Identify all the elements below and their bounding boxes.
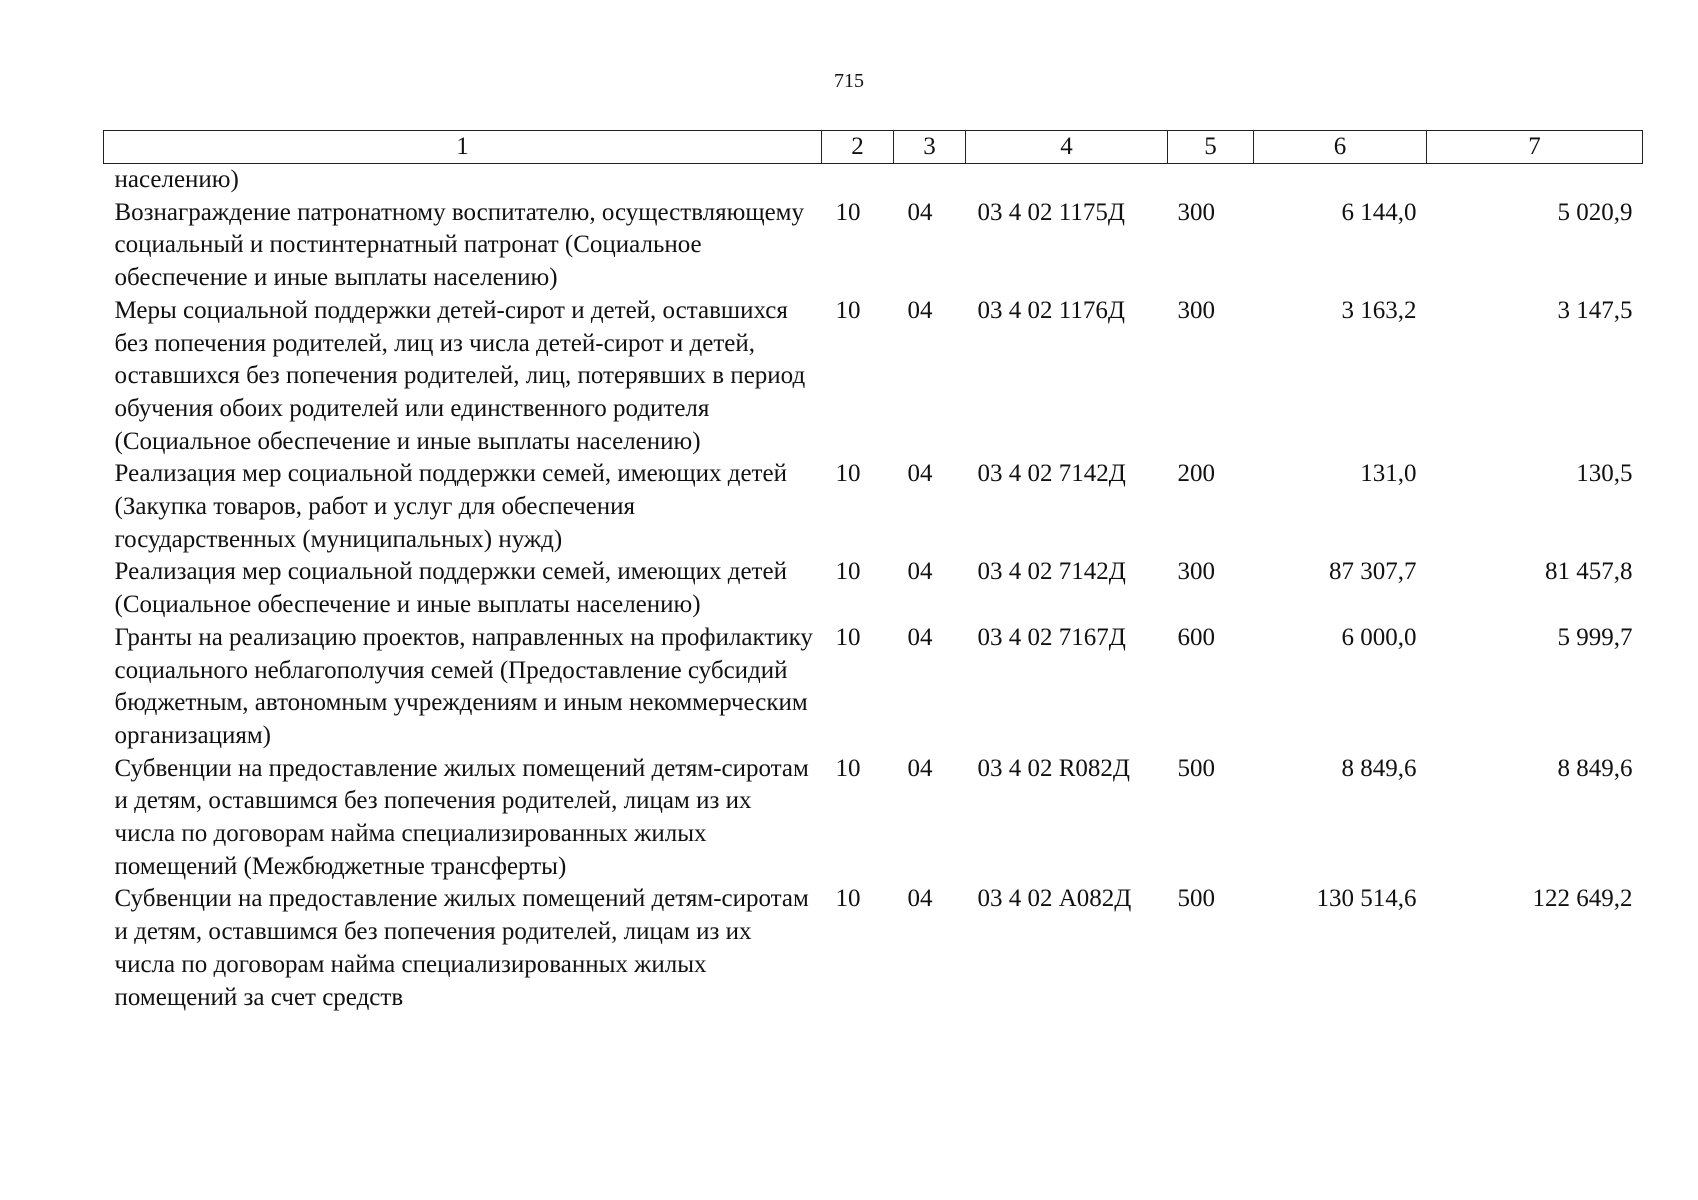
row-section: 10 — [835, 296, 861, 324]
table-row — [104, 295, 1643, 459]
row-name: населению) — [114, 166, 239, 193]
table-row — [104, 458, 1643, 556]
table-row — [104, 622, 1643, 753]
row-expense-type: 300 — [1177, 558, 1215, 586]
row-subsection: 04 — [907, 558, 933, 586]
row-name: Реализация мер социальной поддержки семей, имеющих детей (Закупка товаров, работ и услуг для обеспечения государственных (муниципальных) нужд) — [114, 460, 787, 553]
row-amount-6: 6 000,0 — [1341, 623, 1417, 651]
column-header-1: 1 — [104, 131, 822, 164]
row-subsection: 04 — [907, 754, 933, 782]
table-row — [104, 556, 1643, 621]
row-expense-type: 300 — [1177, 296, 1215, 324]
row-amount-6: 130 514,6 — [1316, 885, 1417, 913]
row-target-code: 03 4 02 7167Д — [977, 623, 1126, 651]
row-target-code: 03 4 02 1175Д — [977, 198, 1125, 226]
row-target-code: 03 4 02 1176Д — [977, 296, 1125, 324]
row-amount-7: 130,5 — [1576, 460, 1633, 488]
row-target-code: 03 4 02 7142Д — [977, 558, 1126, 586]
row-subsection: 04 — [907, 623, 933, 651]
row-section: 10 — [835, 558, 861, 586]
row-expense-type: 300 — [1177, 198, 1215, 226]
column-header-6: 6 — [1254, 131, 1427, 164]
row-amount-7: 122 649,2 — [1532, 885, 1633, 913]
row-section: 10 — [835, 885, 861, 913]
row-amount-6: 131,0 — [1360, 460, 1417, 488]
table-row — [104, 197, 1643, 295]
budget-table — [103, 130, 1643, 1014]
row-name: Субвенции на предоставление жилых помещений детям-сиротам и детям, оставшимся без попечения родителей, лицам из их числа по договорам найма специализированных жилых помещений за счет средств — [114, 885, 809, 1011]
row-amount-6: 3 163,2 — [1341, 296, 1417, 324]
row-amount-6: 87 307,7 — [1329, 558, 1417, 586]
row-section: 10 — [835, 198, 861, 226]
row-name: Вознаграждение патронатному воспитателю, осуществляющему социальный и постинтернатный патронат (Социальное обеспечение и иные выплаты населению) — [114, 198, 804, 292]
row-amount-6: 6 144,0 — [1341, 198, 1417, 226]
row-subsection: 04 — [907, 198, 933, 226]
row-target-code: 03 4 02 А082Д — [977, 885, 1132, 913]
row-amount-6: 8 849,6 — [1341, 754, 1417, 782]
row-subsection: 04 — [907, 885, 933, 913]
row-subsection: 04 — [907, 460, 933, 488]
table-row-continuation — [104, 164, 1643, 197]
page-number: 715 — [834, 70, 864, 92]
row-target-code: 03 4 02 R082Д — [977, 754, 1130, 782]
row-section: 10 — [835, 623, 861, 651]
row-section: 10 — [835, 460, 861, 488]
row-amount-7: 8 849,6 — [1557, 754, 1633, 782]
row-expense-type: 500 — [1177, 885, 1215, 913]
column-header-2: 2 — [822, 131, 894, 164]
row-amount-7: 3 147,5 — [1557, 296, 1633, 324]
row-target-code: 03 4 02 7142Д — [977, 460, 1126, 488]
row-name: Меры социальной поддержки детей-сирот и детей, оставшихся без попечения родителей, лиц из числа детей-сирот и детей, оставшихся без попечения родителей, лиц, потерявших в период обучения обоих родителей или единственного родителя (Социальное обеспечение и иные выплаты населению) — [114, 296, 806, 455]
row-subsection: 04 — [907, 296, 933, 324]
column-header-4: 4 — [966, 131, 1168, 164]
row-amount-7: 5 999,7 — [1557, 623, 1633, 651]
row-name: Гранты на реализацию проектов, направленных на профилактику социального неблагополучия семей (Предоставление субсидий бюджетным, автономным учреждениям и иным некоммерческим организациям) — [114, 623, 813, 749]
row-name: Реализация мер социальной поддержки семей, имеющих детей (Социальное обеспечение и иные выплаты населению) — [114, 558, 787, 619]
table-row — [104, 883, 1643, 1014]
table-header-row — [104, 131, 1643, 164]
column-header-5: 5 — [1168, 131, 1254, 164]
column-header-7: 7 — [1427, 131, 1643, 164]
row-expense-type: 200 — [1177, 460, 1215, 488]
row-expense-type: 600 — [1177, 623, 1215, 651]
row-amount-7: 81 457,8 — [1545, 558, 1633, 586]
row-name: Субвенции на предоставление жилых помещений детям-сиротам и детям, оставшимся без попечения родителей, лицам из их числа по договорам найма специализированных жилых помещений (Межбюджетные трансферты) — [114, 754, 809, 880]
row-amount-7: 5 020,9 — [1557, 198, 1633, 226]
column-header-3: 3 — [894, 131, 966, 164]
table-row — [104, 753, 1643, 884]
row-section: 10 — [835, 754, 861, 782]
row-expense-type: 500 — [1177, 754, 1215, 782]
